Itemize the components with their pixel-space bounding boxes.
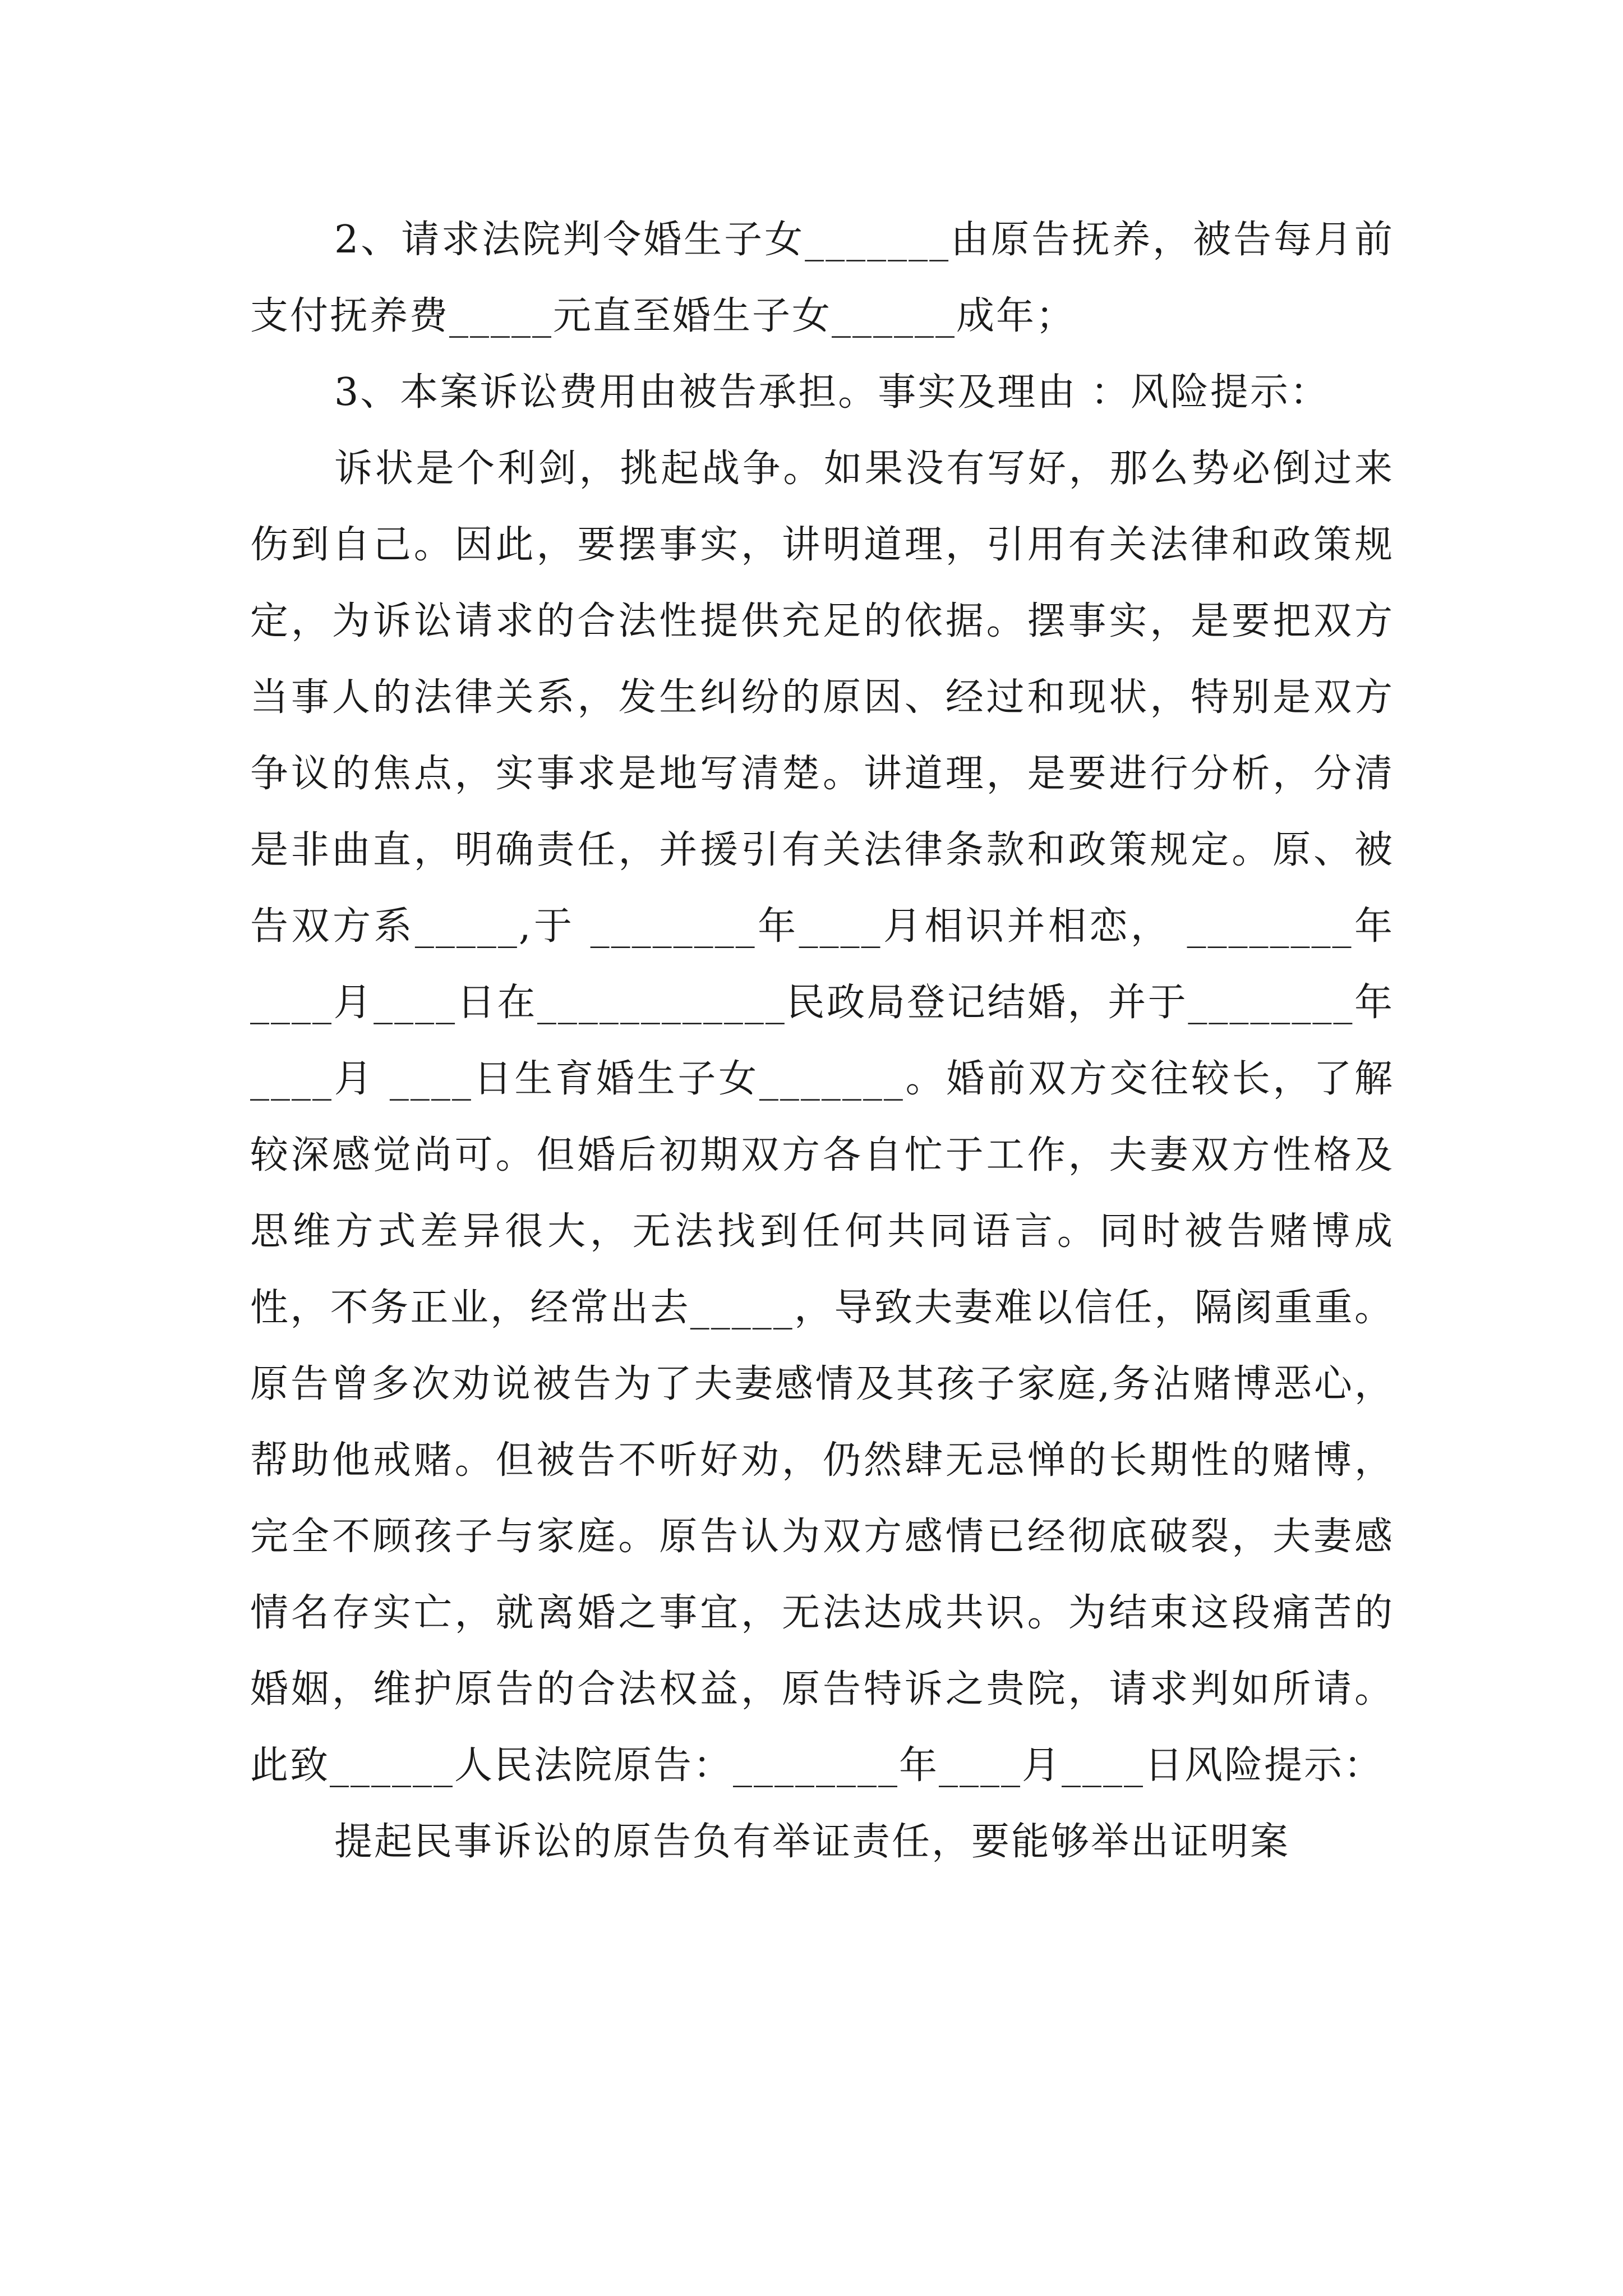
risk-warning-paragraph: 提起民事诉讼的原告负有举证责任，要能够举出证明案: [334, 1820, 1290, 1864]
claim-item-3: 3、本案诉讼费用由被告承担。事实及理由 ：风险提示：: [334, 370, 1330, 415]
facts-and-reasons-paragraph: 诉状是个利剑，挑起战争。如果没有写好，那么势必倒过来伤到自己。因此，要摆事实，讲明道理，引用有关法律和政策规定，为诉讼请求的合法性提供充足的依据。摆事实，是要把双方当事人的法律关系，发生纠纷的原因、经过和现状，特别是双方争议的焦点，实事求是地写清楚。讲道理，是要进行分析，分清是非曲直，明确责任，并援引有关法律条款和政策规定。原、被告双方系_____,于 ________年____月相识并相恋， ________年 ____月____日在____________民政局登记结婚，并于________年____月 ____日生育婚生子女_______。婚前双方交往较长，了解较深感觉尚可。但婚后初期双方各自忙于工作，夫妻双方性格及思维方式差异很大，无法找到任何共同语言。同时被告赌博成性，不务正业，经常出去_____，导致夫妻难以信任，隔阂重重。原告曾多次劝说被告为了夫妻感情及其孩子家庭,务沾赌博恶心，帮助他戒赌。但被告不听好劝，仍然肆无忌惮的长期性的赌博，完全不顾孩子与家庭。原告认为双方感情已经彻底破裂，夫妻感情名存实亡，就离婚之事宜，无法达成共识。为结束这段痛苦的婚姻，维护原告的合法权益，原告特诉之贵院，请求判如所请。此致______人民法院原告：________年____月____日风险提示：: [250, 447, 1408, 1788]
document-body: [250, 202, 1408, 1880]
claim-item-2: 2、请求法院判令婚生子女_______由原告抚养，被告每月前支付抚养费_____元直至婚生子女______成年；: [250, 218, 1394, 338]
